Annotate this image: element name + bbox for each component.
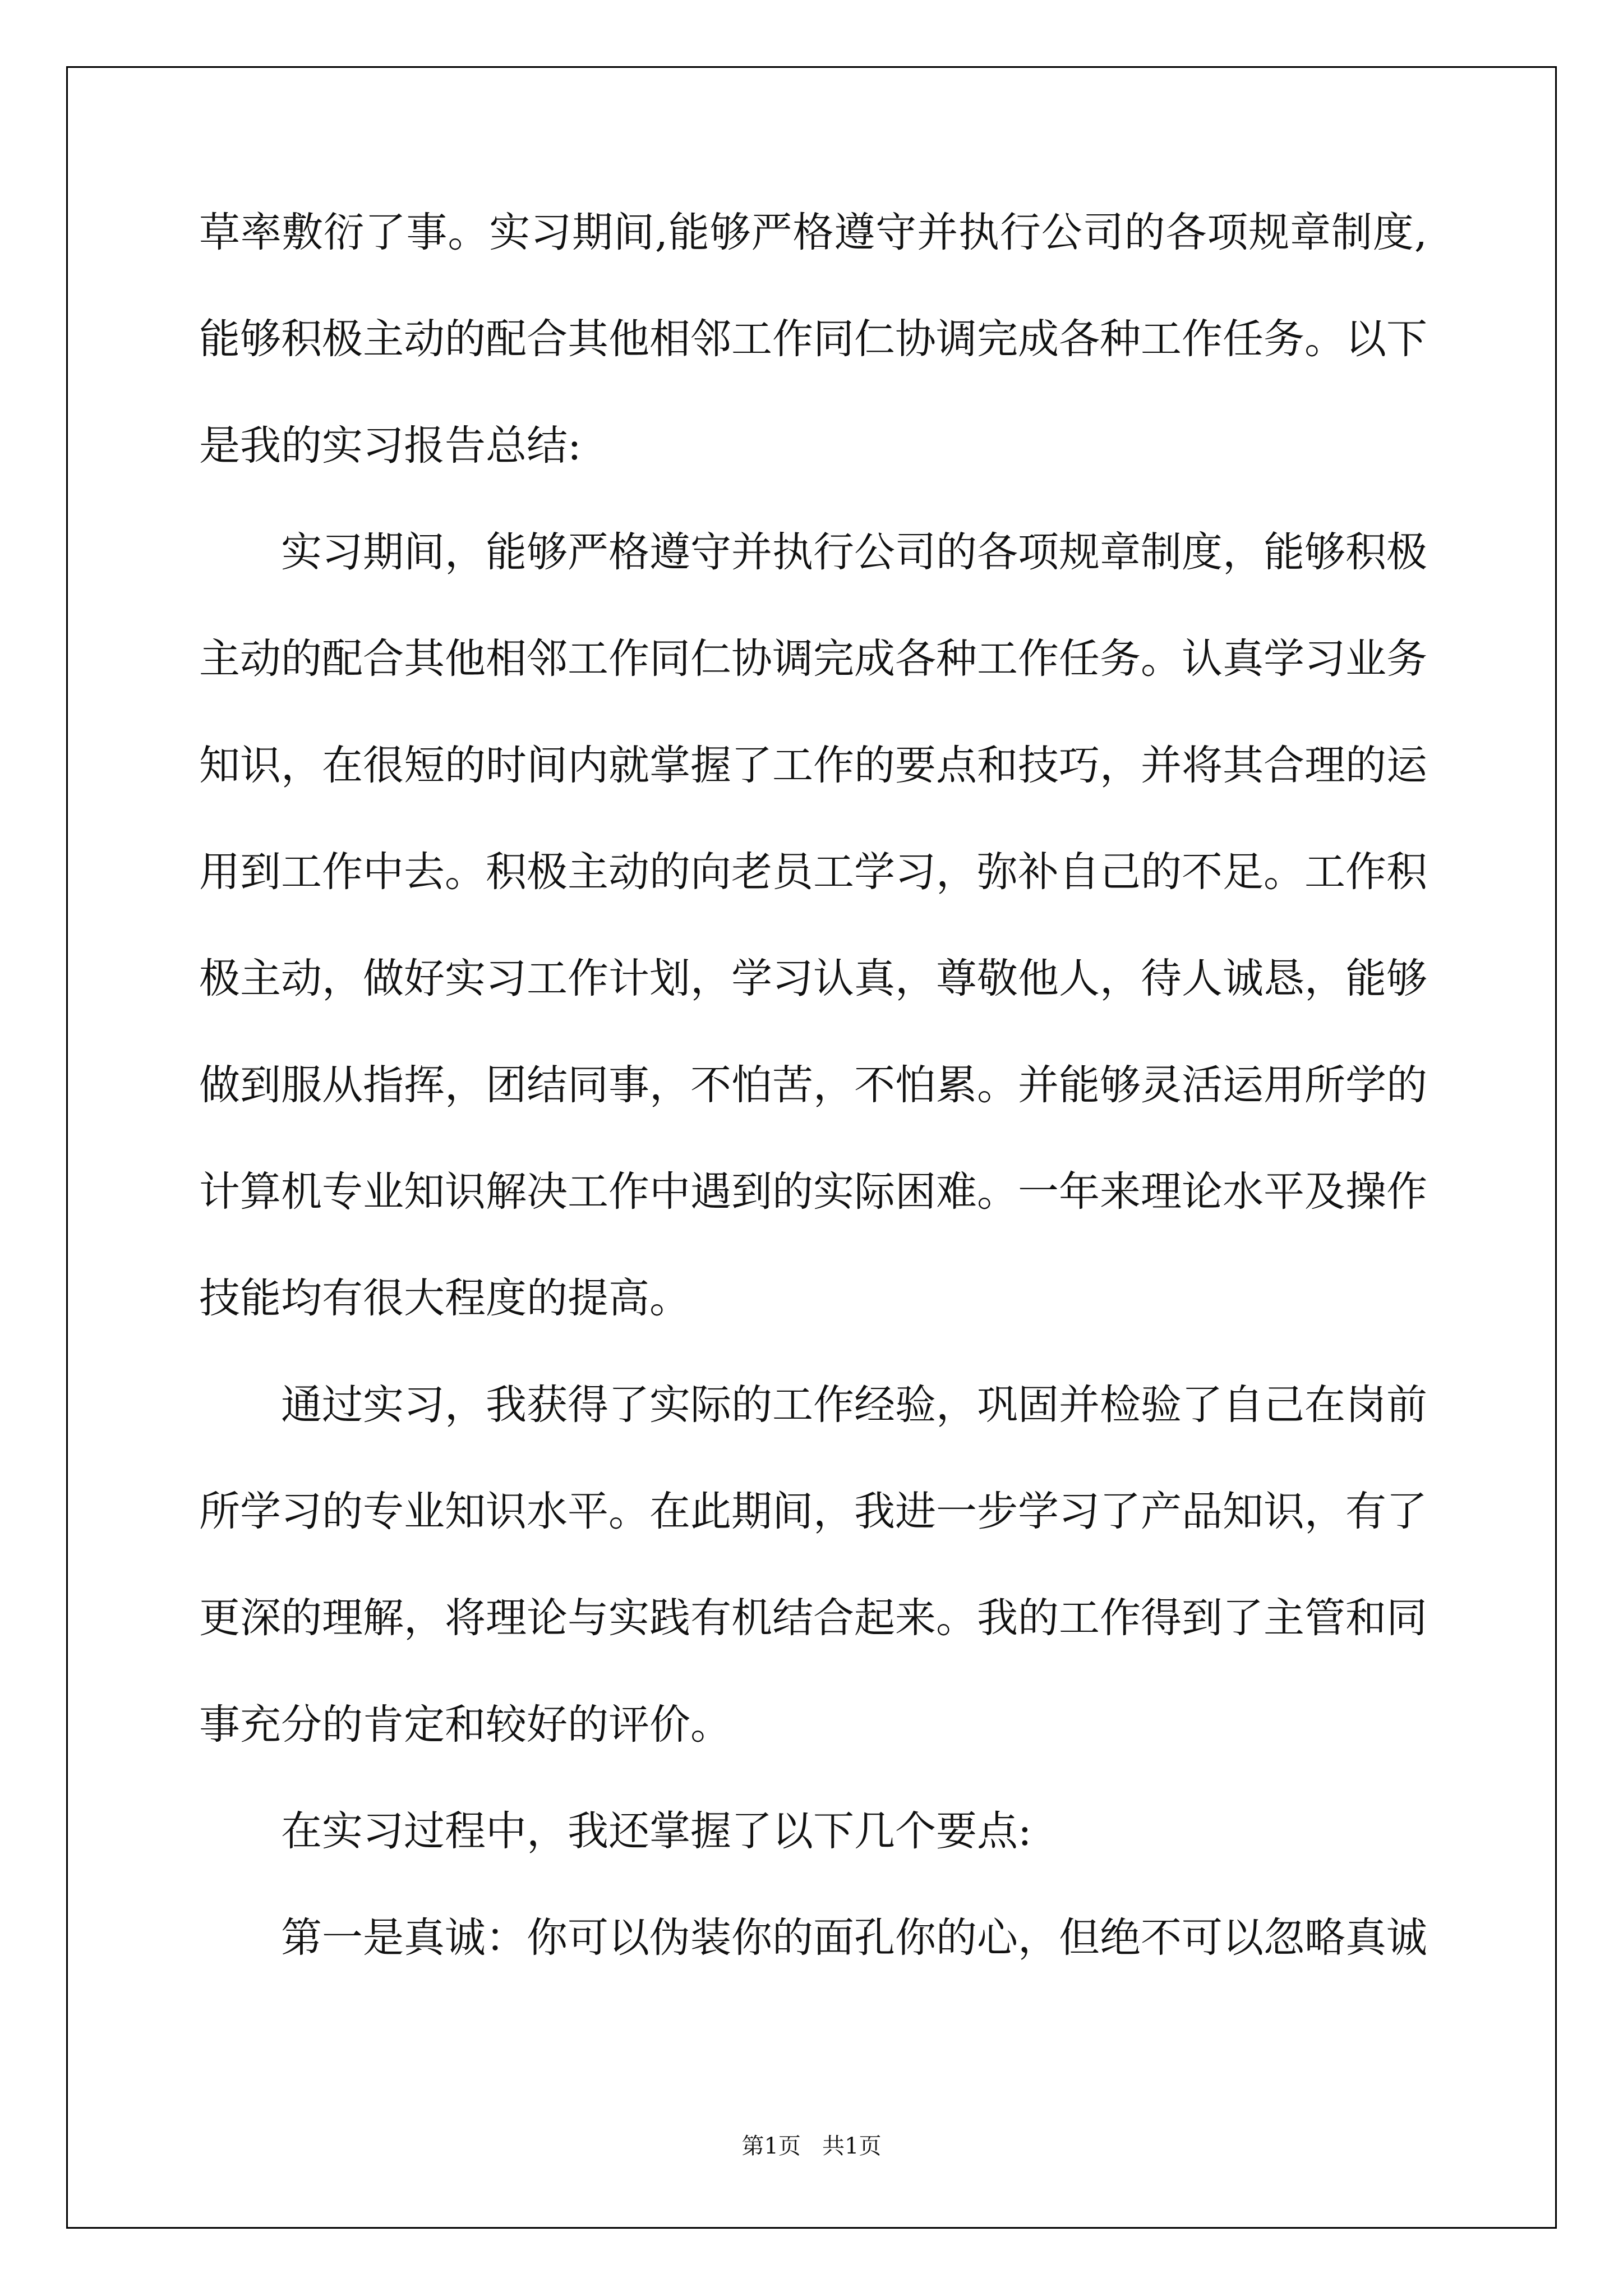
text-line: 做到服从指挥，团结同事，不怕苦，不怕累。并能够灵活运用所学的 xyxy=(199,1061,1427,1109)
page-border xyxy=(66,66,1557,2229)
text-line: 实习期间，能够严格遵守并执行公司的各项规章制度，能够积极 xyxy=(281,528,1427,576)
text-line: 所学习的专业知识水平。在此期间，我进一步学习了产品知识，有了 xyxy=(199,1488,1427,1535)
text-line: 是我的实习报告总结: xyxy=(199,422,582,470)
text-line: 在实习过程中，我还掌握了以下几个要点: xyxy=(281,1807,1032,1855)
page-footer: 第1页 共1页 xyxy=(741,2133,882,2159)
text-line: 事充分的肯定和较好的评价。 xyxy=(199,1701,731,1749)
text-line: 草率敷衍了事。实习期间,能够严格遵守并执行公司的各项规章制度, xyxy=(199,209,1427,256)
text-line: 通过实习，我获得了实际的工作经验，巩固并检验了自己在岗前 xyxy=(281,1381,1427,1429)
text-line: 主动的配合其他相邻工作同仁协调完成各种工作任务。认真学习业务 xyxy=(199,635,1427,683)
text-line: 技能均有很大程度的提高。 xyxy=(199,1274,690,1322)
text-line: 极主动，做好实习工作计划，学习认真，尊敬他人，待人诚恳，能够 xyxy=(199,955,1427,1002)
text-line: 更深的理解，将理论与实践有机结合起来。我的工作得到了主管和同 xyxy=(199,1594,1427,1642)
text-line: 第一是真诚：你可以伪装你的面孔你的心，但绝不可以忽略真诚 xyxy=(281,1914,1427,1962)
text-line: 知识，在很短的时间内就掌握了工作的要点和技巧，并将其合理的运 xyxy=(199,742,1427,789)
text-line: 用到工作中去。积极主动的向老员工学习，弥补自己的不足。工作积 xyxy=(199,848,1427,896)
text-line: 计算机专业知识解决工作中遇到的实际困难。一年来理论水平及操作 xyxy=(199,1168,1427,1216)
text-line: 能够积极主动的配合其他相邻工作同仁协调完成各种工作任务。以下 xyxy=(199,315,1427,363)
